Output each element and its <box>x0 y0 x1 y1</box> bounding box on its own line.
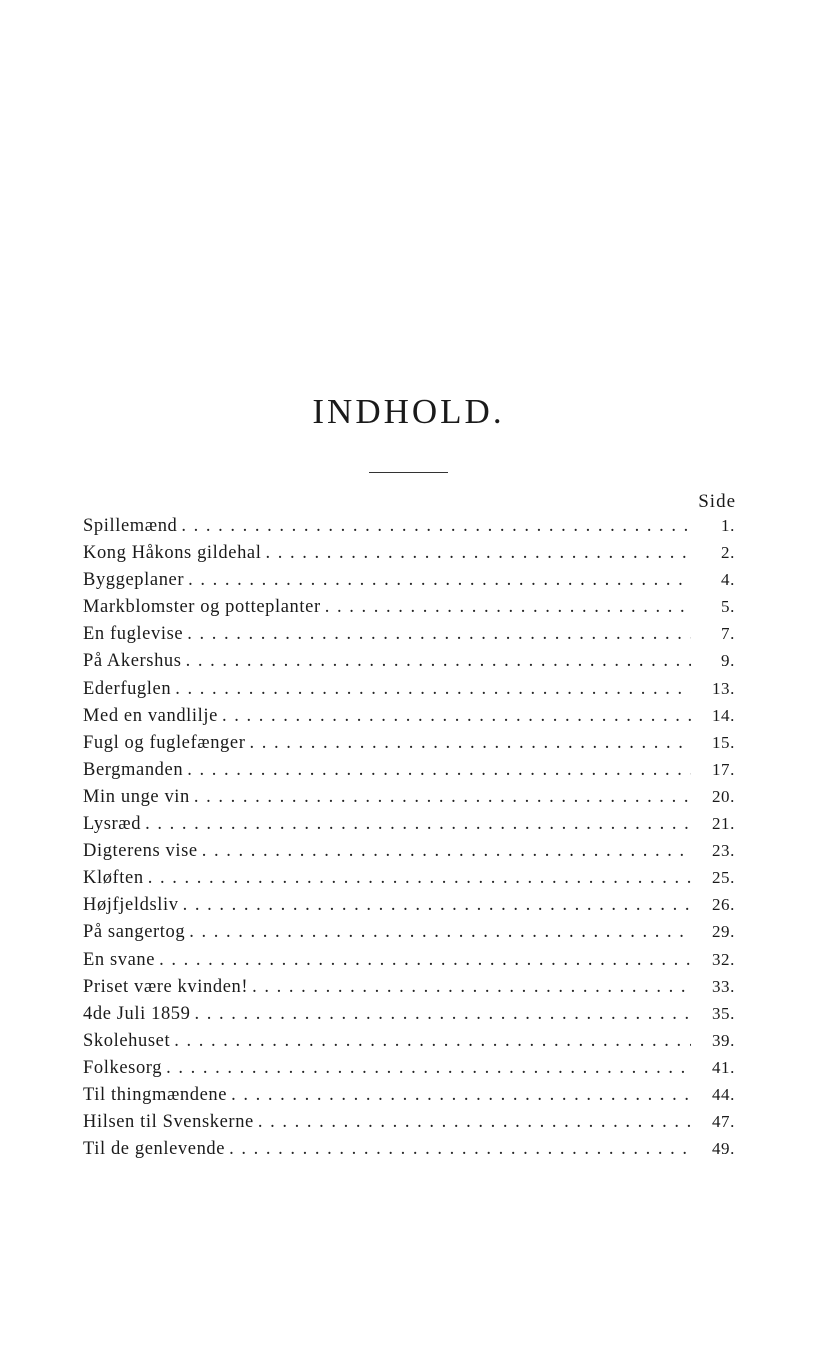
toc-entry <box>83 922 735 949</box>
dot-leader <box>186 651 691 672</box>
toc-entry-page: 49. <box>711 1139 735 1159</box>
dot-leader <box>187 760 691 781</box>
dot-leader <box>145 814 691 835</box>
toc-entry <box>83 651 735 678</box>
toc-entry-page: 9. <box>721 651 735 671</box>
toc-entry <box>83 1004 735 1031</box>
toc-entry-title: Til thingmændene <box>83 1084 228 1105</box>
toc-entry <box>83 624 735 651</box>
toc-entry <box>83 841 735 868</box>
dot-leader <box>252 977 691 998</box>
toc-entry-page: 44. <box>711 1084 735 1104</box>
dot-leader <box>249 733 691 754</box>
toc-entry-title: Bergmanden <box>83 759 184 780</box>
toc-entry-title: På sangertog <box>83 922 186 943</box>
toc-entry-page: 47. <box>711 1112 735 1132</box>
toc-entry-title: Til de genlevende <box>83 1139 226 1160</box>
toc-entry <box>83 1085 735 1112</box>
page-column-label: Side <box>698 491 736 512</box>
toc-entry-page: 25. <box>711 868 735 888</box>
toc-entry-page: 29. <box>711 922 735 942</box>
dot-leader <box>231 1085 691 1106</box>
toc-entry-title: Folkesorg <box>83 1057 163 1078</box>
dot-leader <box>188 570 691 591</box>
toc-entry <box>83 868 735 895</box>
toc-entry-page: 21. <box>711 814 735 834</box>
toc-entry-title: 4de Juli 1859 <box>83 1003 191 1024</box>
toc-entry-title: En fuglevise <box>83 624 184 645</box>
toc-entry <box>83 1112 735 1139</box>
toc-entry-title: Min unge vin <box>83 786 190 807</box>
toc-entry <box>83 570 735 597</box>
toc-entry-page: 32. <box>711 949 735 969</box>
dot-leader <box>325 597 691 618</box>
toc-entry-title: Lysræd <box>83 814 142 835</box>
toc-entry-page: 4. <box>721 570 735 590</box>
table-of-contents <box>83 516 735 1166</box>
toc-entry-page: 1. <box>721 516 735 535</box>
toc-entry-title: Hilsen til Svenskerne <box>83 1112 254 1133</box>
dot-leader <box>258 1112 691 1133</box>
toc-entry-title: Kong Håkons gildehal <box>83 543 262 564</box>
toc-entry-title: Digterens vise <box>83 841 198 862</box>
toc-entry-title: Priset være kvinden! <box>83 976 249 997</box>
toc-entry <box>83 543 735 570</box>
toc-entry-page: 35. <box>711 1003 735 1023</box>
dot-leader <box>189 922 691 943</box>
toc-entry-title: Med en vandlilje <box>83 705 218 726</box>
toc-entry <box>83 516 735 543</box>
toc-entry-page: 17. <box>711 759 735 779</box>
toc-entry <box>83 679 735 706</box>
dot-leader <box>175 679 691 700</box>
dot-leader <box>183 895 691 916</box>
toc-entry-title: Højfjeldsliv <box>83 895 179 916</box>
toc-entry-title: Ederfuglen <box>83 678 172 699</box>
toc-entry <box>83 787 735 814</box>
toc-entry-title: En svane <box>83 949 156 970</box>
dot-leader <box>181 516 691 537</box>
toc-entry-page: 20. <box>711 786 735 806</box>
toc-entry-title: Markblomster og potteplanter <box>83 597 321 618</box>
toc-entry-page: 41. <box>711 1057 735 1077</box>
toc-entry-page: 33. <box>711 976 735 996</box>
toc-entry <box>83 1139 735 1166</box>
dot-leader <box>222 706 691 727</box>
toc-entry-page: 26. <box>711 895 735 915</box>
toc-entry-title: Skolehuset <box>83 1030 171 1051</box>
toc-entry <box>83 760 735 787</box>
dot-leader <box>166 1058 691 1079</box>
dot-leader <box>159 950 691 971</box>
dot-leader <box>229 1139 691 1160</box>
toc-entry <box>83 814 735 841</box>
toc-entry <box>83 733 735 760</box>
dot-leader <box>202 841 691 862</box>
toc-entry-page: 14. <box>711 705 735 725</box>
toc-entry-title: Kløften <box>83 868 144 889</box>
page-title: INDHOLD. <box>312 392 505 431</box>
toc-entry-title: Spillemænd <box>83 516 178 536</box>
toc-entry <box>83 706 735 733</box>
toc-entry-page: 15. <box>711 732 735 752</box>
toc-entry-page: 39. <box>711 1030 735 1050</box>
toc-entry <box>83 950 735 977</box>
dot-leader <box>187 624 691 645</box>
toc-entry <box>83 977 735 1004</box>
dot-leader <box>174 1031 691 1052</box>
dot-leader <box>148 868 691 889</box>
title-divider <box>369 472 448 473</box>
toc-entry <box>83 1058 735 1085</box>
dot-leader <box>194 787 691 808</box>
toc-entry-page: 13. <box>711 678 735 698</box>
toc-entry-title: På Akershus <box>83 651 182 672</box>
toc-entry <box>83 895 735 922</box>
toc-entry <box>83 1031 735 1058</box>
dot-leader <box>195 1004 692 1025</box>
toc-entry <box>83 597 735 624</box>
toc-entry-page: 2. <box>721 543 735 563</box>
toc-entry-page: 5. <box>721 597 735 617</box>
toc-entry-page: 23. <box>711 841 735 861</box>
toc-entry-title: Byggeplaner <box>83 570 185 591</box>
dot-leader <box>265 543 691 564</box>
toc-entry-title: Fugl og fuglefænger <box>83 732 246 753</box>
toc-entry-page: 7. <box>721 624 735 644</box>
